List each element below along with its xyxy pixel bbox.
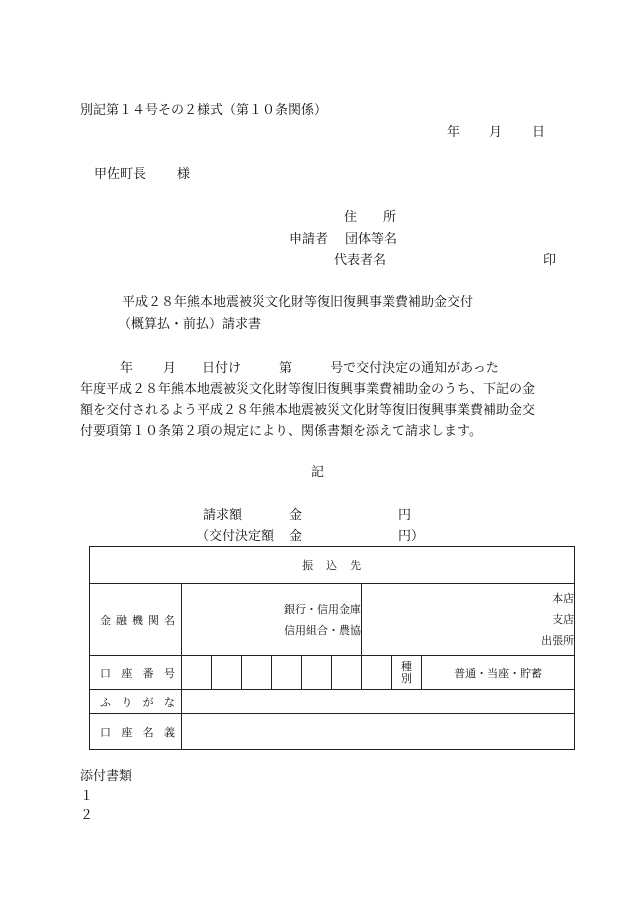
table-header: 振 込 先 <box>90 547 575 584</box>
claim-amount-label: 請求額 <box>203 508 243 523</box>
transfer-destination-table <box>89 546 575 750</box>
furigana-field[interactable] <box>182 690 575 714</box>
decision-yen: 円） <box>398 529 425 544</box>
org-name-label: 団体等名 <box>345 232 398 247</box>
representative-label: 代表者名 <box>334 253 387 268</box>
body-line-4: 付要項第１０条第２項の規定により、関係書類を添えて請求します。 <box>80 424 482 439</box>
attachment-item-1: １ <box>80 789 94 804</box>
addressee-honorific: 様 <box>177 167 191 182</box>
branch-type-1: 本店 <box>552 592 575 605</box>
account-digit-5[interactable] <box>302 656 332 690</box>
date-year: 年 <box>447 125 461 140</box>
account-digit-1[interactable] <box>182 656 212 690</box>
furigana-label: ふ り が な <box>90 690 182 714</box>
address-label: 住 所 <box>344 210 397 225</box>
body-line-3: 額を交付されるよう平成２８年熊本地震被災文化財等復旧復興事業費補助金交 <box>80 403 536 418</box>
bank-name-field[interactable] <box>182 584 362 656</box>
branch-type-3: 出張所 <box>541 634 575 647</box>
account-holder-field[interactable] <box>182 714 575 750</box>
document-title-line1: 平成２８年熊本地震被災文化財等復旧復興事業費補助金交付 <box>122 295 474 310</box>
claim-kin: 金 <box>289 508 303 523</box>
account-digit-6[interactable] <box>332 656 362 690</box>
account-number-label: 口 座 番 号 <box>90 656 182 690</box>
body-text <box>80 358 560 442</box>
body-line-1: 年 月 日付け 第 号で交付決定の通知があった <box>120 361 499 376</box>
account-digit-2[interactable] <box>212 656 242 690</box>
account-kind-label: 種 別 <box>392 656 422 690</box>
decision-kin: 金 <box>289 529 303 544</box>
account-digit-3[interactable] <box>242 656 272 690</box>
date-month: 月 <box>489 125 503 140</box>
body-line-2: 年度平成２８年熊本地震被災文化財等復旧復興事業費補助金のうち、下記の金 <box>80 382 536 397</box>
account-holder-label: 口 座 名 義 <box>90 714 182 750</box>
account-digit-4[interactable] <box>272 656 302 690</box>
document-title-line2: （概算払・前払）請求書 <box>118 317 262 332</box>
account-digit-7[interactable] <box>362 656 392 690</box>
form-number: 別記第１４号その２様式（第１０条関係） <box>80 103 328 118</box>
account-type-options[interactable]: 普通・当座・貯蓄 <box>422 656 575 690</box>
claim-yen: 円 <box>398 508 412 523</box>
attachments-title: 添付書類 <box>80 769 133 784</box>
applicant-role-label: 申請者 <box>289 232 329 247</box>
ki-heading: 記 <box>311 465 325 480</box>
bank-type-1: 銀行・信用金庫 <box>284 602 361 616</box>
addressee-name: 甲佐町長 <box>94 167 147 182</box>
branch-type-2: 支店 <box>552 613 575 626</box>
decision-amount-label: （交付決定額 <box>196 529 275 544</box>
branch-field[interactable] <box>362 584 575 656</box>
attachment-item-2: ２ <box>80 808 94 823</box>
seal-mark: 印 <box>543 253 557 268</box>
bank-name-label: 金 融 機 関 名 <box>90 584 182 656</box>
bank-type-2: 信用組合・農協 <box>284 623 361 637</box>
date-day: 日 <box>532 125 546 140</box>
